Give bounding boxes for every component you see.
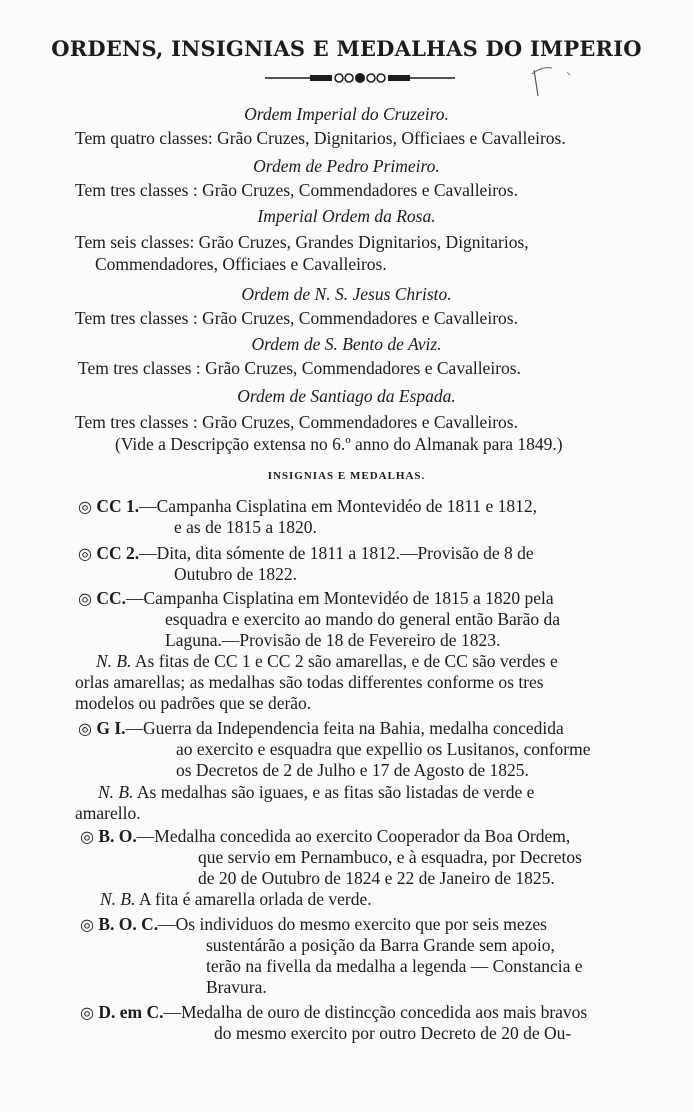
medal-entry-demc (80, 1002, 587, 1023)
order-name: Ordem de S. Bento de Aviz. (251, 334, 442, 354)
medal-code: CC 2. (96, 543, 140, 563)
order-name: Ordem de Santiago da Espada. (237, 386, 456, 406)
medal-text: os Decretos de 2 de Julho e 17 de Agosto de 1825. (176, 760, 529, 780)
medal-text: —Medalha concedida ao exercito Cooperador da Boa Ordem, (136, 826, 571, 846)
medal-text: —Guerra da Independencia feita na Bahia, medalha concedida (125, 718, 564, 738)
order-name: Ordem Imperial do Cruzeiro. (244, 104, 449, 124)
order-classes: Tem tres classes : Grão Cruzes, Commendadores e Cavalleiros. (78, 358, 521, 378)
medal-text: Laguna.—Provisão de 18 de Fevereiro de 1823. (165, 630, 501, 650)
medal-text: esquadra e exercito ao mando do general então Barão da (165, 609, 561, 629)
order-classes: Tem tres classes : Grão Cruzes, Commendadores e Cavalleiros. (75, 412, 518, 432)
medal-code: D. em C. (98, 1002, 164, 1022)
nb-note (98, 782, 534, 802)
medal-text: Bravura. (206, 977, 267, 997)
nb-note (96, 651, 558, 671)
medal-text: —Campanha Cisplatina em Montevidéo de 1815 a 1820 pela (126, 588, 554, 608)
bullet-icon: ◎ (78, 719, 92, 738)
medal-text: —Campanha Cisplatina em Montevidéo de 1811 e 1812, (139, 496, 538, 516)
medal-entry-cc1 (78, 496, 537, 517)
medal-text: Outubro de 1822. (174, 564, 297, 584)
bullet-icon: ◎ (80, 915, 94, 934)
order-classes: Commendadores, Officiaes e Cavalleiros. (95, 254, 387, 274)
medal-text: —Dita, dita sómente de 1811 a 1812.—Provisão de 8 de (139, 543, 534, 563)
medal-text: —Os individuos do mesmo exercito que por seis mezes (158, 914, 547, 934)
medal-code: CC. (96, 588, 126, 608)
medal-text: de 20 de Outubro de 1824 e 22 de Janeiro de 1825. (198, 868, 555, 888)
medal-text: e as de 1815 a 1820. (174, 517, 317, 537)
order-name: Ordem de N. S. Jesus Christo. (241, 284, 452, 304)
medal-entry-bo (80, 826, 570, 847)
section-heading: INSIGNIAS E MEDALHAS. (267, 470, 426, 482)
medal-entry-cc2 (78, 543, 534, 564)
nb-text: A fita é amarella orlada de verde. (138, 889, 372, 909)
order-classes: Tem quatro classes: Grão Cruzes, Dignitarios, Officiaes e Cavalleiros. (75, 128, 566, 148)
nb-label: N. B. (98, 782, 134, 802)
nb-text: As medalhas são iguaes, e as fitas são listadas de verde e (136, 782, 535, 802)
medal-entry-cc (78, 588, 554, 609)
order-name: Ordem de Pedro Primeiro. (253, 156, 440, 176)
nb-label: N. B. (100, 889, 136, 909)
bullet-icon: ◎ (78, 589, 92, 608)
medal-code: G I. (96, 718, 126, 738)
bullet-icon: ◎ (78, 497, 92, 516)
medal-text: ao exercito e esquadra que expellio os Lusitanos, conforme (176, 739, 591, 759)
nb-text: amarello. (75, 803, 141, 823)
medal-code: B. O. (98, 826, 137, 846)
nb-text: modelos ou padrões que se derão. (75, 693, 312, 713)
nb-label: N. B. (96, 651, 132, 671)
medal-text: que servio em Pernambuco, e à esquadra, por Decretos (198, 847, 582, 867)
nb-text: orlas amarellas; as medalhas são todas differentes conforme os tres (75, 672, 544, 692)
medal-entry-gi (78, 718, 564, 739)
medal-text: do mesmo exercito por outro Decreto de 20 de Ou- (214, 1023, 572, 1043)
pencil-mark-icon (512, 62, 582, 102)
order-classes: Tem tres classes : Grão Cruzes, Commendadores e Cavalleiros. (75, 180, 518, 200)
medal-code: CC 1. (96, 496, 140, 516)
nb-text: As fitas de CC 1 e CC 2 são amarellas, e de CC são verdes e (134, 651, 558, 671)
page-title: ORDENS, INSIGNIAS E MEDALHAS DO IMPERIO (51, 36, 642, 61)
medal-code: B. O. C. (98, 914, 159, 934)
medal-text: sustentárão a posição da Barra Grande sem apoio, (206, 935, 555, 955)
nb-note (100, 889, 372, 909)
bullet-icon: ◎ (78, 544, 92, 563)
medal-entry-boc (80, 914, 547, 935)
vide-note: (Vide a Descripção extensa no 6.º anno do Almanak para 1849.) (115, 434, 563, 454)
medal-text: —Medalha de ouro de distincção concedida aos mais bravos (163, 1002, 588, 1022)
order-name: Imperial Ordem da Rosa. (257, 206, 436, 226)
bullet-icon: ◎ (80, 827, 94, 846)
order-classes: Tem tres classes : Grão Cruzes, Commendadores e Cavalleiros. (75, 308, 518, 328)
ornament-divider (265, 72, 455, 84)
order-classes: Tem seis classes: Grão Cruzes, Grandes Dignitarios, Dignitarios, (75, 232, 529, 252)
medal-text: terão na fivella da medalha a legenda — Constancia e (206, 956, 583, 976)
bullet-icon: ◎ (80, 1003, 94, 1022)
